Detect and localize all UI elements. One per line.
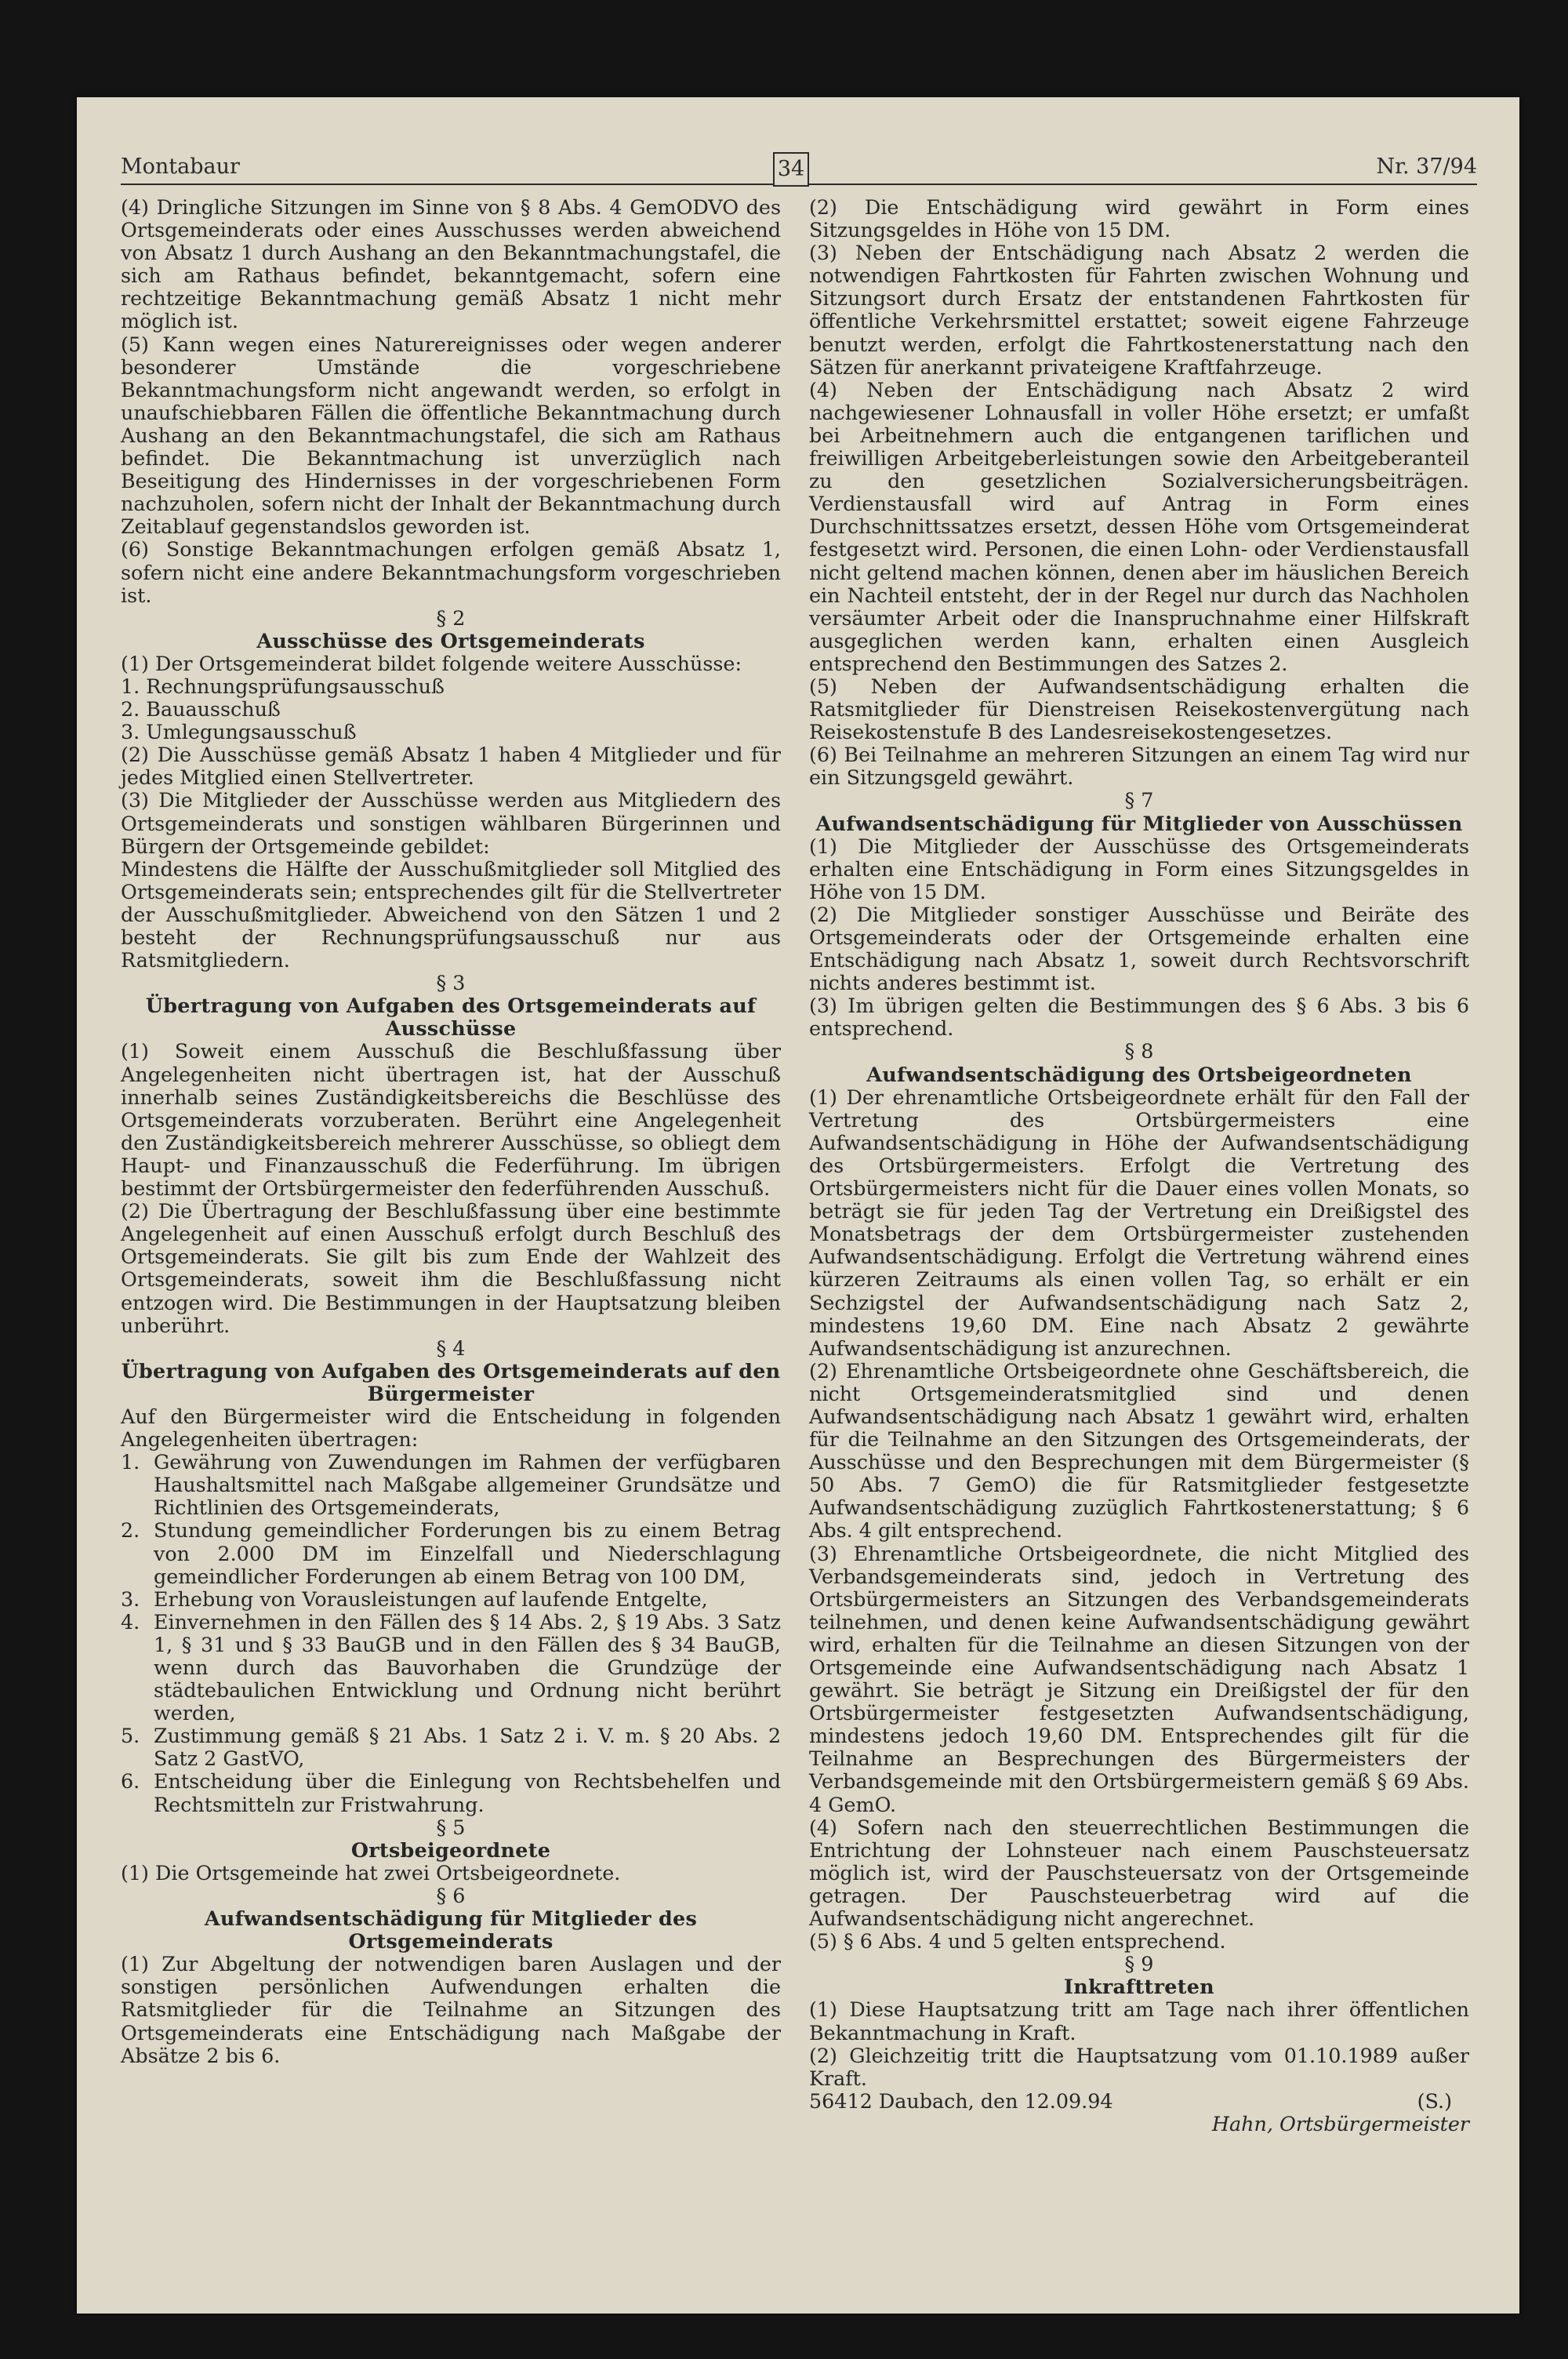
section-title: Ausschüsse des Ortsgemeinderats xyxy=(256,628,645,652)
section-number: § 9 xyxy=(1124,1952,1154,1976)
list-text: Erhebung von Vorausleistungen auf laufende Entgelte, xyxy=(154,1587,708,1611)
list-number: 4. xyxy=(121,1609,140,1634)
section-title: Inkrafttreten xyxy=(1064,1975,1214,1999)
paragraph: (1) Der ehrenamtliche Ortsbeigeordnete erhält für den Fall der Vertretung des Ortsbürgermeisters eine Aufwandsentschädigung in Höhe der Aufwandsentschädigung des Ortsbürgermeisters. Erfolgt die Vertretung des Ortsbürgermeisters nicht für die Dauer eines vollen Monats, so beträgt sie für jeden Tag der Vertretung ein Dreißigstel des Monatsbetrags der dem Ortsbürgermeister zustehenden Aufwandsentschädigung. Erfolgt die Vertretung während eines kürzeren Zeitraums als einen vollen Tag, so erhält er ein Sechzigstel der Aufwandsentschädigung nach Satz 2, mindestens 19,60 DM. Eine nach Absatz 2 gewährte Aufwandsentschädigung ist anzurechnen. xyxy=(809,1085,1469,1360)
place-date-line xyxy=(809,2090,1469,2113)
list-text: Einvernehmen in den Fällen des § 14 Abs. 2, § 19 Abs. 3 Satz 1, § 31 und § 33 BauGB und in den Fällen des § 34 BauGB, wenn durch das Bauvorhaben die Grundzüge der städtebaulichen Entwicklung und Ordnung nicht berührt werden, xyxy=(154,1609,781,1725)
left-column xyxy=(121,196,781,2067)
paragraph: (5) Neben der Aufwandsentschädigung erhalten die Ratsmitglieder für Dienstreisen Reisekostenvergütung nach Reisekostenstufe B des Landesreisekostengesetzes. xyxy=(809,674,1469,744)
section-number: § 6 xyxy=(436,1883,466,1907)
place-date: 56412 Daubach, den 12.09.94 xyxy=(809,2088,1113,2113)
paragraph: (5) § 6 Abs. 4 und 5 gelten entsprechend. xyxy=(809,1929,1226,1954)
list-number: 6. xyxy=(121,1769,140,1794)
paragraph: (2) Ehrenamtliche Ortsbeigeordnete ohne Geschäftsbereich, die nicht Ortsgemeinderatsmitglied sind und denen Aufwandsentschädigung nach Absatz 1 gewährt wird, erhalten für die Teilnahme an den Sitzungen des Ortsgemeinderats, der Ausschüsse und den Besprechungen mit dem Bürgermeister (§ 50 Abs. 7 GemO) die für Ratsmitglieder festgesetzte Aufwandsentschädigung zuzüglich Fahrtkostenerstattung; § 6 Abs. 4 gilt entsprechend. xyxy=(809,1358,1469,1543)
list-item xyxy=(121,1588,781,1611)
list-number: 3. xyxy=(121,1587,140,1611)
section-number: § 4 xyxy=(436,1336,466,1360)
list-text: Stundung gemeindlicher Forderungen bis zu einem Betrag von 2.000 DM im Einzelfall und Niederschlagung gemeindlicher Forderungen ab einem Betrag von 100 DM, xyxy=(154,1518,781,1588)
list-item: 1. Rechnungsprüfungsausschuß xyxy=(121,674,445,698)
header-page-number: 34 xyxy=(773,152,809,187)
list-item xyxy=(121,1611,781,1725)
signer: Hahn, Ortsbürgermeister xyxy=(1211,2111,1469,2135)
list-item xyxy=(121,1725,781,1770)
paragraph: Auf den Bürgermeister wird die Entscheidung in folgenden Angelegenheiten übertragen: xyxy=(121,1404,781,1452)
right-column xyxy=(809,196,1469,2135)
paragraph: (1) Soweit einem Ausschuß die Beschlußfassung über Angelegenheiten nicht übertragen ist, hat der Ausschuß innerhalb seines Zuständigkeitsbereichs die Beschlüsse des Ortsgemeinderats vorzuberaten. Berührt eine Angelegenheit den Zuständigkeitsbereich mehrerer Ausschüsse, so obliegt dem Haupt- und Finanzausschuß die Federführung. Im übrigen bestimmt der Ortsbürgermeister den federführenden Ausschuß. xyxy=(121,1039,781,1201)
section-title: Übertragung von Aufgaben des Ortsgemeinderats auf Ausschüsse xyxy=(145,994,757,1041)
section-title: Aufwandsentschädigung für Mitglieder von Ausschüssen xyxy=(815,811,1463,835)
numbered-list xyxy=(121,1451,781,1816)
paragraph: (3) Die Mitglieder der Ausschüsse werden aus Mitgliedern des Ortsgemeinderats und sonstigen wählbaren Bürgerinnen und Bürgern der Ortsgemeinde gebildet: xyxy=(121,788,781,858)
paragraph: (4) Dringliche Sitzungen im Sinne von § 8 Abs. 4 GemODVO des Ortsgemeinderats oder eines Ausschusses werden abweichend von Absatz 1 durch Aushang an den Bekanntmachungstafel, die sich am Rathaus befindet, bekanntgemacht, sofern eine rechtzeitige Bekanntmachung gemäß Absatz 1 nicht mehr möglich ist. xyxy=(121,195,781,333)
list-item xyxy=(121,1519,781,1587)
list-number: 2. xyxy=(121,1518,140,1543)
header-place: Montabaur xyxy=(121,154,240,179)
paragraph: Mindestens die Hälfte der Ausschußmitglieder soll Mitglied des Ortsgemeinderats sein; entsprechendes gilt für die Stellvertreter der Ausschußmitglieder. Abweichend von den Sätzen 1 und 2 besteht der Rechnungsprüfungsausschuß nur aus Ratsmitgliedern. xyxy=(121,856,781,972)
section-number: § 2 xyxy=(436,605,466,630)
paragraph: (3) Neben der Entschädigung nach Absatz 2 werden die notwendigen Fahrtkosten für Fahrten zwischen Wohnung und Sitzungsort durch Ersatz der entstandenen Fahrtkosten für öffentliche Verkehrsmittel erstattet; soweit eigene Fahrzeuge benutzt werden, erfolgt die Fahrtkostenerstattung nach den Sätzen für anerkannt privateigene Kraftfahrzeuge. xyxy=(809,241,1469,379)
section-title: Ortsbeigeordnete xyxy=(350,1837,551,1862)
paragraph: (2) Die Entschädigung wird gewährt in Form eines Sitzungsgeldes in Höhe von 15 DM. xyxy=(809,195,1469,242)
section-title: Aufwandsentschädigung des Ortsbeigeordneten xyxy=(866,1062,1412,1086)
document-page xyxy=(77,97,1519,2314)
list-item xyxy=(121,1451,781,1519)
section-number: § 3 xyxy=(436,971,466,995)
paragraph: (1) Diese Hauptsatzung tritt am Tage nach ihrer öffentlichen Bekanntmachung in Kraft. xyxy=(809,1997,1469,2045)
paragraph: (4) Neben der Entschädigung nach Absatz 2 wird nachgewiesener Lohnausfall in voller Höhe ersetzt; er umfaßt bei Arbeitnehmern auch die entgangenen tariflichen und freiwilligen Arbeitgeberleistungen sowie den Arbeitgeberanteil zu den gesetzlichen Sozialversicherungsbeiträgen. Verdienstausfall wird auf Antrag in Form eines Durchschnittssatzes ersetzt, dessen Höhe vom Ortsgemeinderat festgesetzt wird. Personen, die einen Lohn- oder Verdienstausfall nicht geltend machen können, denen aber im häuslichen Bereich ein Nachteil entsteht, der in der Regel nur durch das Nachholen versäumter Arbeit oder die Inanspruchnahme einer Hilfskraft ausgeglichen werden kann, erhalten einen Ausgleich entsprechend den Bestimmungen des Satzes 2. xyxy=(809,377,1469,675)
paragraph: (2) Die Ausschüsse gemäß Absatz 1 haben 4 Mitglieder und für jedes Mitglied einen Stellvertreter. xyxy=(121,743,781,790)
list-number: 5. xyxy=(121,1724,140,1748)
section-title: Aufwandsentschädigung für Mitglieder des Ortsgemeinderats xyxy=(204,1906,698,1954)
section-number: § 7 xyxy=(1124,788,1154,812)
list-number: 1. xyxy=(121,1450,140,1474)
paragraph: (3) Ehrenamtliche Ortsbeigeordnete, die nicht Mitglied des Verbandsgemeinderats sind, jedoch in Vertretung des Ortsbürgermeisters an Sitzungen des Verbandsgemeinderats teilnehmen, und denen keine Aufwandsentschädigung gewährt wird, erhalten für die Teilnahme an diesen Sitzungen von der Ortsgemeinde eine Aufwandsentschädigung nach Absatz 1 gewährt. Sie beträgt je Sitzung ein Dreißigstel der für den Ortsbürgermeister festgesetzten Aufwandsentschädigung, mindestens jedoch 19,60 DM. Entsprechendes gilt für die Teilnahme an Besprechungen des Bürgermeisters der Verbandsgemeinde mit den Ortsbürgermeistern gemäß § 69 Abs. 4 GemO. xyxy=(809,1541,1469,1816)
paragraph: (5) Kann wegen eines Naturereignisses oder wegen anderer besonderer Umstände die vorgeschriebene Bekanntmachungsform nicht angewandt werden, so erfolgt in unaufschiebbaren Fällen die öffentliche Bekanntmachung durch Aushang an den Bekanntmachungstafel, die sich am Rathaus befindet. Die Bekanntmachung ist unverzüglich nach Beseitigung des Hindernisses in der vorgeschriebenen Form nachzuholen, sofern nicht der Inhalt der Bekanntmachung durch Zeitablauf gegenstandslos geworden ist. xyxy=(121,332,781,539)
paragraph: (4) Sofern nach den steuerrechtlichen Bestimmungen die Entrichtung der Lohnsteuer nach einem Pauschsteuersatz möglich ist, wird der Pauschsteuersatz von der Ortsgemeinde getragen. Der Pauschsteuerbetrag wird auf die Aufwandsentschädigung nicht angerechnet. xyxy=(809,1815,1469,1931)
paragraph: (6) Sonstige Bekanntmachungen erfolgen gemäß Absatz 1, sofern nicht eine andere Bekanntmachungsform vorgeschrieben ist. xyxy=(121,537,781,607)
section-title: Übertragung von Aufgaben des Ortsgemeinderats auf den Bürgermeister xyxy=(121,1358,781,1405)
paragraph: (1) Der Ortsgemeinderat bildet folgende weitere Ausschüsse: xyxy=(121,651,742,675)
list-item: 3. Umlegungsausschuß xyxy=(121,720,357,744)
page-header xyxy=(121,149,1477,185)
paragraph: (6) Bei Teilnahme an mehreren Sitzungen an einem Tag wird nur ein Sitzungsgeld gewährt. xyxy=(809,743,1469,790)
list-text: Zustimmung gemäß § 21 Abs. 1 Satz 2 i. V. m. § 20 Abs. 2 Satz 2 GastVO, xyxy=(154,1724,781,1771)
paragraph: (2) Die Übertragung der Beschlußfassung über eine bestimmte Angelegenheit auf einen Ausschuß erfolgt durch Beschluß des Ortsgemeinderats. Sie gilt bis zum Ende der Wahlzeit des Ortsgemeinderats, soweit ihm die Beschlußfassung nicht entzogen wird. Die Bestimmungen in der Hauptsatzung bleiben unberührt. xyxy=(121,1199,781,1337)
section-number: § 5 xyxy=(436,1815,466,1839)
list-item xyxy=(121,1770,781,1816)
paragraph: (1) Die Mitglieder der Ausschüsse des Ortsgemeinderats erhalten eine Entschädigung in Form eines Sitzungsgeldes in Höhe von 15 DM. xyxy=(809,834,1469,903)
list-item: 2. Bauausschuß xyxy=(121,697,281,722)
paragraph: (2) Die Mitglieder sonstiger Ausschüsse und Beiräte des Ortsgemeinderats oder der Ortsgemeinde erhalten eine Entschädigung nach Absatz 1, soweit durch Rechtsvorschrift nichts anderes bestimmt ist. xyxy=(809,902,1469,995)
list-text: Gewährung von Zuwendungen im Rahmen der verfügbaren Haushaltsmittel nach Maßgabe allgemeiner Grundsätze und Richtlinien des Ortsgemeinderats, xyxy=(154,1450,781,1520)
seal-mark: (S.) xyxy=(1417,2088,1452,2113)
list-text: Entscheidung über die Einlegung von Rechtsbehelfen und Rechtsmitteln zur Fristwahrung. xyxy=(154,1769,781,1816)
paragraph: (1) Zur Abgeltung der notwendigen baren Auslagen und der sonstigen persönlichen Aufwendungen erhalten die Ratsmitglieder für die Teilnahme an Sitzungen des Ortsgemeinderats eine Entschädigung nach Maßgabe der Absätze 2 bis 6. xyxy=(121,1952,781,2067)
paragraph: (2) Gleichzeitig tritt die Hauptsatzung vom 01.10.1989 außer Kraft. xyxy=(809,2043,1469,2090)
paragraph: (1) Die Ortsgemeinde hat zwei Ortsbeigeordnete. xyxy=(121,1860,621,1885)
paragraph: (3) Im übrigen gelten die Bestimmungen des § 6 Abs. 3 bis 6 entsprechend. xyxy=(809,994,1469,1041)
section-number: § 8 xyxy=(1124,1039,1154,1063)
header-issue: Nr. 37/94 xyxy=(1376,154,1477,179)
